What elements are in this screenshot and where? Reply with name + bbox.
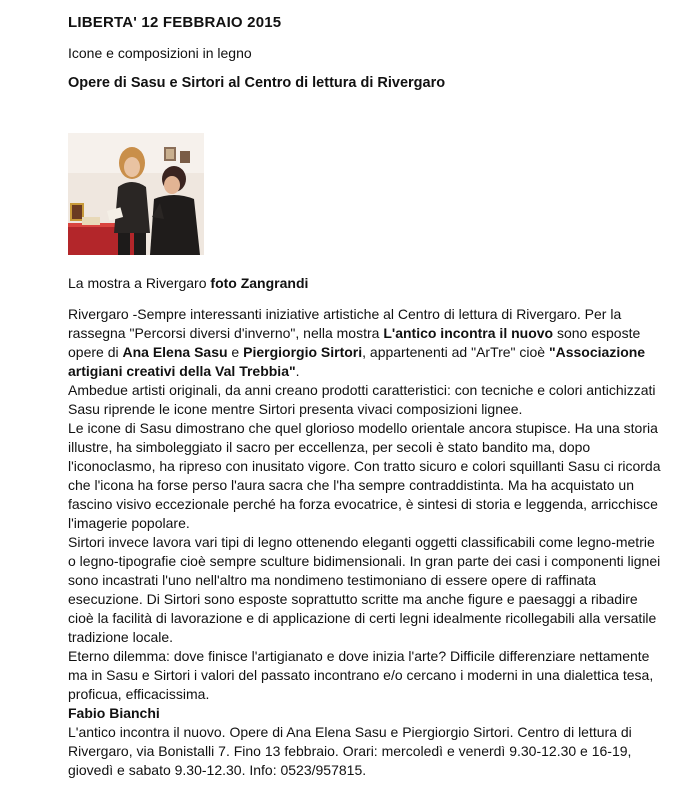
article-headline: Opere di Sasu e Sirtori al Centro di lettura di Rivergaro	[68, 75, 446, 91]
paragraph-text: sono esposte opere di	[68, 325, 641, 360]
article-kicker: Icone e composizioni in legno	[68, 45, 252, 61]
exhibition-photo-illustration	[68, 133, 204, 255]
photo-caption-text: La mostra a Rivergaro	[68, 275, 207, 291]
article-paragraph-2: Ambedue artisti originali, da anni creano prodotti caratteristici: con tecniche e colori antichizzati Sasu riprende le icone mentre Sirtori presenta vivaci composizioni lignee.	[68, 382, 656, 417]
paragraph-text: , appartenenti ad "ArTre" cioè	[362, 344, 549, 360]
paragraph-text: .	[295, 363, 300, 379]
association-name: "Associazione artigiani creativi della Val Trebbia"	[68, 344, 646, 379]
article-body	[68, 305, 664, 780]
article-paragraph-3: Le icone di Sasu dimostrano che quel glorioso modello orientale ancora stupisce. Ha una storia illustre, ha simboleggiato il sacro per eccellenza, per secoli è stato bandito ma, dopo l'iconoclasmo, ha ripreso con inusitato vigore. Con tratto sicuro e colori squillanti Sasu ci ricorda che l'icona ha forse perso l'aura sacra che l'ha sempre contraddistinta. Ma ha acquistato un fascino visivo eccezionale perché ha forza evocatrice, è sintesi di storia e leggenda, arricchisce l'imagerie popolare.	[68, 420, 661, 531]
article-author: Fabio Bianchi	[68, 705, 160, 721]
artist-name-sasu: Ana Elena Sasu	[122, 344, 228, 360]
article-paragraph-5: Eterno dilemma: dove finisce l'artigianato e dove inizia l'arte? Difficile differenziare nettamente ma in Sasu e Sirtori i valori del passato incontrano e/o cercano i moderni in una dialettica tesa, proficua, efficacissima.	[68, 648, 654, 702]
photo-credit: foto Zangrandi	[210, 275, 309, 291]
paragraph-text: Rivergaro -Sempre interessanti iniziative artistiche al Centro di lettura di Rivergaro. Per la rassegna "Percorsi diversi d'inverno", nella mostra	[68, 306, 622, 341]
newspaper-date-line: LIBERTA' 12 FEBBRAIO 2015	[68, 14, 282, 31]
exhibition-photo	[68, 133, 204, 255]
article-page	[68, 14, 668, 780]
article-paragraph-1	[68, 305, 664, 381]
article-paragraph-4: Sirtori invece lavora vari tipi di legno ottenendo eleganti oggetti classificabili come legno-metrie o legno-tipografie cioè sempre sculture bidimensionali. In gran parte dei casi i componenti lignei sono incastrati l'uno nell'altro ma nondimeno testimoniano di essere opere di raffinata esecuzione. Di Sirtori sono esposte soprattutto scritte ma anche figure e paesaggi a ribadire cioè la facilità di lavorazione e di applicazione di certi legni idealmente ricollegabili alla versatile tradizione locale.	[68, 534, 661, 645]
paragraph-text: e	[227, 344, 244, 360]
photo-caption	[68, 275, 668, 291]
exhibition-info: L'antico incontra il nuovo. Opere di Ana Elena Sasu e Piergiorgio Sirtori. Centro di lettura di Rivergaro, via Bonistalli 7. Fino 13 febbraio. Orari: mercoledì e venerdì 9.30-12.30 e 16-19, giovedì e sabato 9.30-12.30. Info: 0523/957815.	[68, 724, 632, 778]
exhibition-title: L'antico incontra il nuovo	[383, 325, 554, 341]
artist-name-sirtori: Piergiorgio Sirtori	[243, 344, 363, 360]
